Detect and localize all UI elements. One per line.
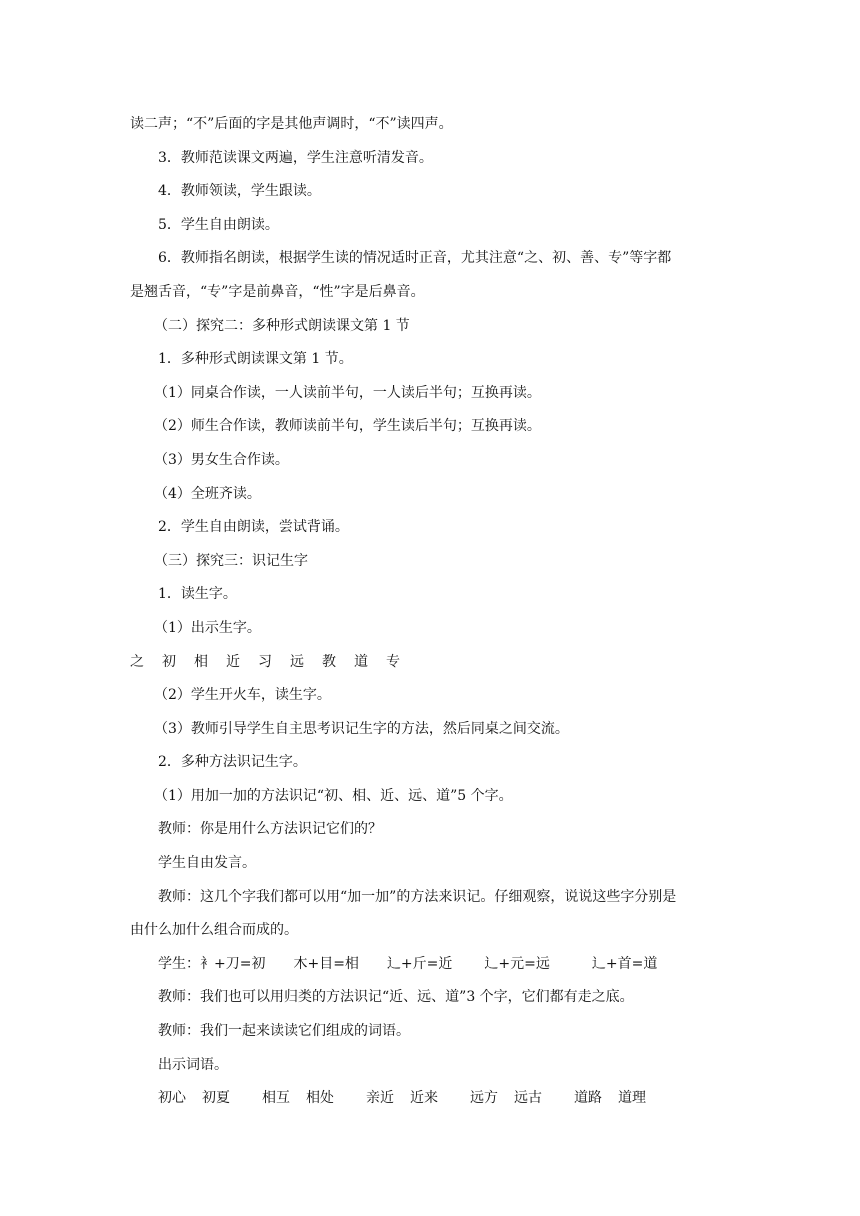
word: 道理 xyxy=(618,1090,646,1107)
students-speak: 学生自由发言。 xyxy=(158,855,256,872)
character: 习 xyxy=(258,653,272,670)
step-5-free-reading: 5．学生自由朗读。 xyxy=(158,216,279,233)
character: 初 xyxy=(162,653,176,670)
teacher-explanation-continuation: 由什么加什么组合而成的。 xyxy=(130,922,298,939)
character: 远 xyxy=(290,653,304,670)
word: 相处 xyxy=(306,1090,334,1107)
item-1-read-characters: 1．读生字。 xyxy=(158,586,237,603)
item-2-memorize-methods: 2．多种方法识记生字。 xyxy=(158,754,307,771)
paragraph-tone-rule: 读二声；“不”后面的字是其他声调时，“不”读四声。 xyxy=(130,116,453,132)
step-3-teacher-reads: 3．教师范读课文两遍，学生注意听清发音。 xyxy=(158,149,433,166)
words-row xyxy=(130,1082,730,1116)
document-body xyxy=(130,108,730,1116)
character: 道 xyxy=(354,653,368,670)
section-heading-explore-2: （二）探究二：多种形式朗读课文第 1 节 xyxy=(154,317,410,334)
sub-item-1-add-method: （1）用加一加的方法识记“初、相、近、远、道”5 个字。 xyxy=(154,787,513,804)
word: 相互 xyxy=(262,1090,290,1107)
formula: 辶+首=道 xyxy=(591,955,658,972)
formula: 衤+刀=初 xyxy=(200,955,266,972)
character: 教 xyxy=(322,653,336,670)
item-1-multi-form-reading: 1．多种形式朗读课文第 1 节。 xyxy=(158,351,353,368)
word: 初心 xyxy=(158,1090,186,1107)
sub-item-3-boys-girls-reading: （3）男女生合作读。 xyxy=(154,451,289,468)
section-heading-explore-3: （三）探究三：识记生字 xyxy=(154,552,308,569)
item-2-recite: 2．学生自由朗读，尝试背诵。 xyxy=(158,519,349,536)
formula: 辶+斤=近 xyxy=(386,955,453,972)
character: 相 xyxy=(194,653,208,670)
word: 远方 xyxy=(470,1090,498,1107)
sub-item-1-show-characters: （1）出示生字。 xyxy=(154,619,261,636)
sub-item-2-train-reading: （2）学生开火车，读生字。 xyxy=(154,687,331,704)
teacher-explanation: 教师：这几个字我们都可以用“加一加”的方法来识记。仔细观察，说说这些字分别是 xyxy=(158,888,677,905)
sub-item-1-deskmate-reading: （1）同桌合作读，一人读前半句，一人读后半句；互换再读。 xyxy=(154,384,541,401)
step-6-continuation: 是翘舌音，“专”字是前鼻音，“性”字是后鼻音。 xyxy=(130,283,425,300)
formula-lead: 学生： xyxy=(158,955,200,972)
show-words-label: 出示词语。 xyxy=(158,1056,228,1073)
teacher-question: 教师：你是用什么方法识记它们的？ xyxy=(158,821,382,838)
character: 专 xyxy=(386,653,400,670)
word: 亲近 xyxy=(366,1090,394,1107)
teacher-read-words: 教师：我们一起来读读它们组成的词语。 xyxy=(158,1023,410,1040)
step-6-named-reading: 6．教师指名朗读，根据学生读的情况适时正音，尤其注意“之、初、善、专”等字都 xyxy=(158,250,672,267)
word: 近来 xyxy=(410,1090,438,1107)
sub-item-2-teacher-student-reading: （2）师生合作读，教师读前半句，学生读后半句；互换再读。 xyxy=(154,418,541,435)
word: 初夏 xyxy=(202,1090,230,1107)
word: 道路 xyxy=(574,1090,602,1107)
step-4-lead-reading: 4．教师领读，学生跟读。 xyxy=(158,183,321,200)
formula: 辶+元=远 xyxy=(484,955,550,972)
sub-item-4-class-reading: （4）全班齐读。 xyxy=(154,485,261,502)
word: 远古 xyxy=(514,1090,542,1107)
character: 近 xyxy=(226,653,240,670)
character: 之 xyxy=(130,653,144,670)
character-formulas-row xyxy=(130,948,730,982)
formula: 木+目=相 xyxy=(293,955,359,972)
teacher-category-method: 教师：我们也可以用归类的方法识记“近、远、道”3 个字，它们都有走之底。 xyxy=(158,989,634,1006)
new-characters-row xyxy=(130,646,730,680)
sub-item-3-self-study: （3）教师引导学生自主思考识记生字的方法，然后同桌之间交流。 xyxy=(154,720,569,737)
